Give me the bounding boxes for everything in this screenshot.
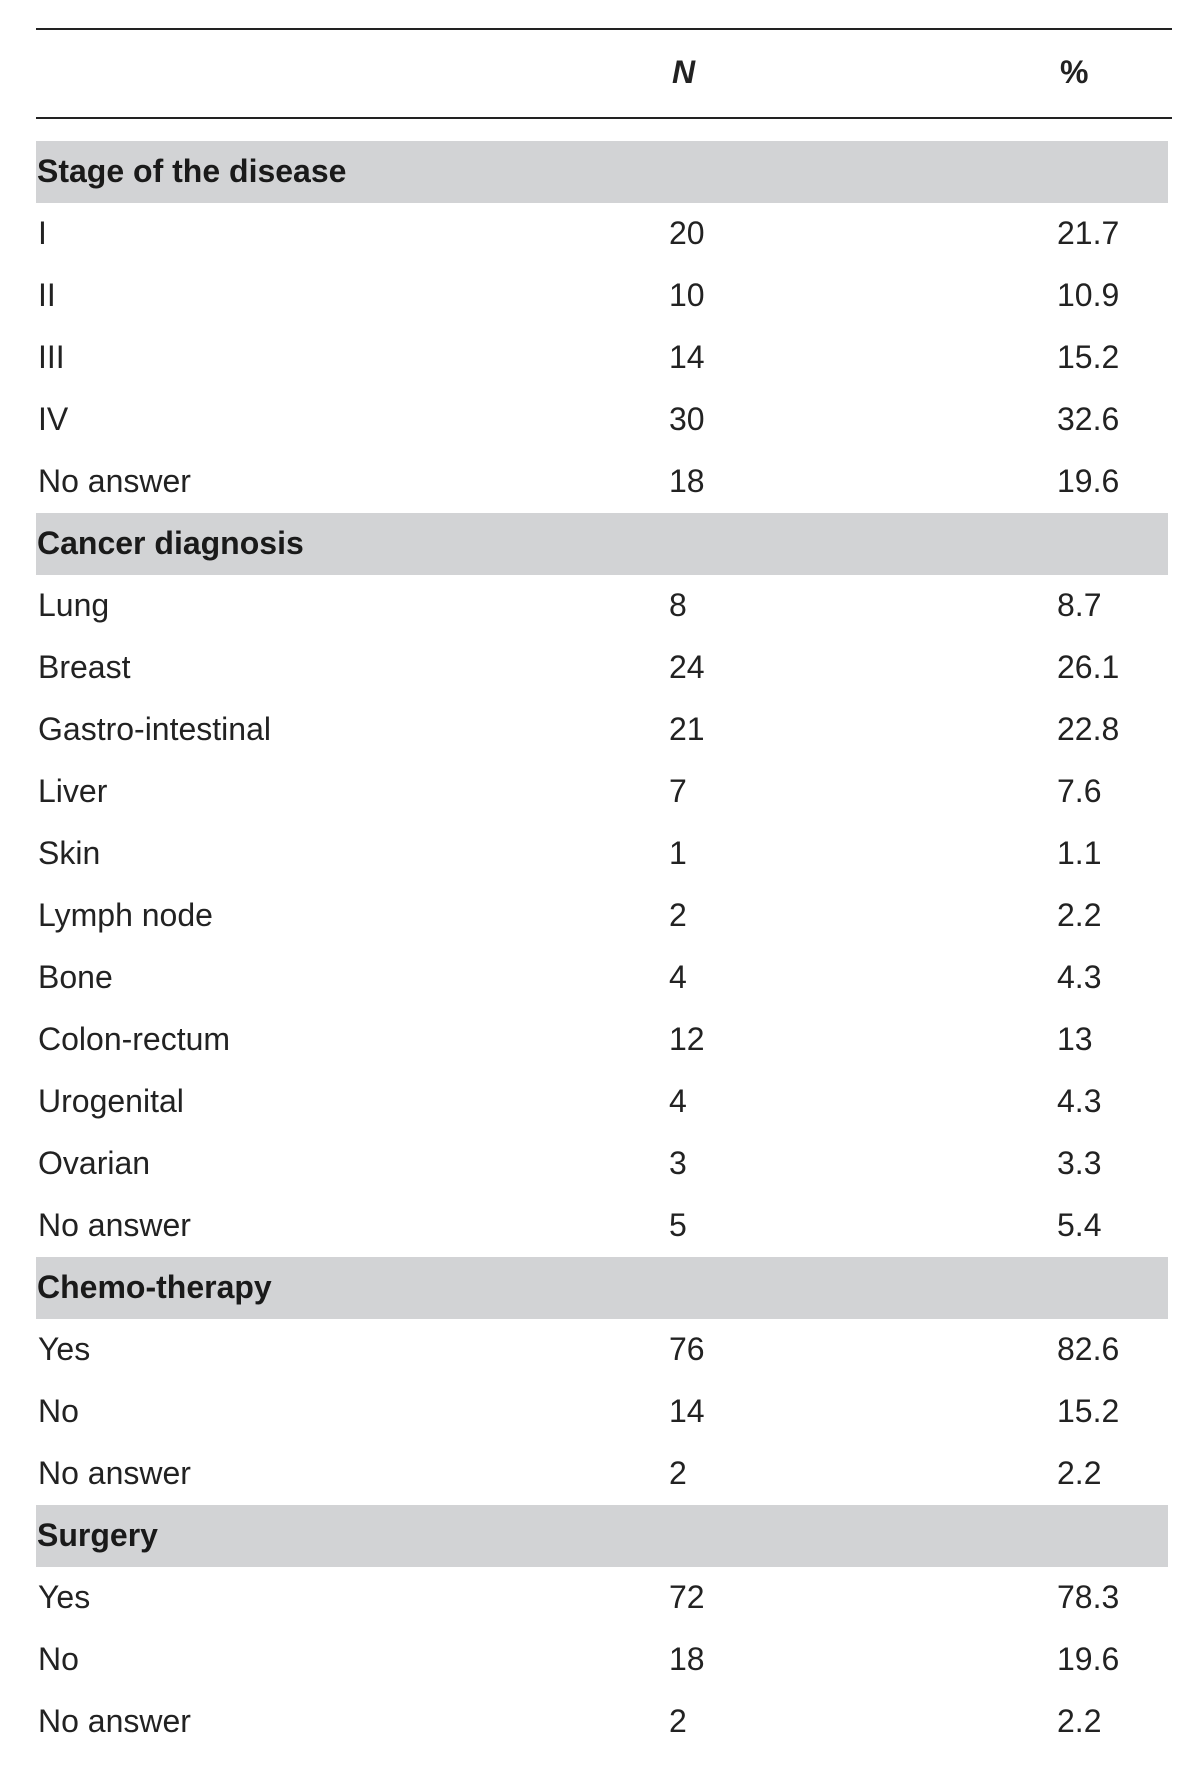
section-title: Chemo-therapy: [37, 1269, 272, 1305]
row-n-value: 14: [669, 339, 705, 375]
row-label: Breast: [38, 649, 131, 685]
row-label: Lung: [38, 587, 110, 623]
row-label: IV: [38, 401, 69, 437]
table-row: [36, 1381, 1172, 1443]
row-label: Skin: [38, 835, 101, 871]
row-label: No: [38, 1641, 79, 1677]
row-percent-value: 2.2: [1057, 1703, 1102, 1739]
row-percent-value: 21.7: [1057, 215, 1120, 251]
row-label: Colon-rectum: [38, 1021, 231, 1057]
row-percent-value: 15.2: [1057, 339, 1120, 375]
table-row: [36, 699, 1172, 761]
row-n-value: 21: [669, 711, 705, 747]
row-label: Liver: [38, 773, 108, 809]
row-percent-value: 4.3: [1057, 1083, 1102, 1119]
table-row: [36, 1319, 1172, 1381]
row-label: Yes: [38, 1579, 91, 1615]
row-label: Yes: [38, 1331, 91, 1367]
table-row: [36, 265, 1172, 327]
row-n-value: 2: [669, 1703, 687, 1739]
row-percent-value: 2.2: [1057, 1455, 1102, 1491]
row-n-value: 12: [669, 1021, 705, 1057]
section-title: Cancer diagnosis: [37, 525, 304, 561]
table-row: [36, 1629, 1172, 1691]
table-row: [36, 761, 1172, 823]
table-header-row: [36, 30, 1172, 117]
row-n-value: 2: [669, 1455, 687, 1491]
row-label: III: [38, 339, 65, 375]
table-row: [36, 1195, 1172, 1257]
row-percent-value: 22.8: [1057, 711, 1120, 747]
section-header-row: [36, 1257, 1168, 1319]
row-percent-value: 10.9: [1057, 277, 1120, 313]
row-n-value: 30: [669, 401, 705, 437]
row-n-value: 18: [669, 1641, 705, 1677]
row-percent-value: 26.1: [1057, 649, 1120, 685]
table-row: [36, 637, 1172, 699]
row-n-value: 4: [669, 959, 687, 995]
row-n-value: 8: [669, 587, 687, 623]
row-label: Gastro-intestinal: [38, 711, 271, 747]
table-row: [36, 885, 1172, 947]
row-label: No: [38, 1393, 79, 1429]
section-header-row: [36, 1505, 1168, 1567]
table-row: [36, 1691, 1172, 1753]
table-row: [36, 1567, 1172, 1629]
section-title: Stage of the disease: [37, 153, 347, 189]
table-row: [36, 451, 1172, 513]
row-n-value: 7: [669, 773, 687, 809]
section-header-row: [36, 513, 1168, 575]
row-percent-value: 32.6: [1057, 401, 1120, 437]
row-percent-value: 78.3: [1057, 1579, 1120, 1615]
table-row: [36, 1009, 1172, 1071]
table-row: [36, 327, 1172, 389]
row-percent-value: 2.2: [1057, 897, 1102, 933]
row-percent-value: 13: [1057, 1021, 1093, 1057]
row-label: Bone: [38, 959, 113, 995]
table-row: [36, 575, 1172, 637]
table-row: [36, 389, 1172, 451]
row-label: No answer: [38, 1455, 191, 1491]
row-n-value: 10: [669, 277, 705, 313]
row-label: Urogenital: [38, 1083, 184, 1119]
row-n-value: 3: [669, 1145, 687, 1181]
row-label: II: [38, 277, 56, 313]
header-percent: %: [1060, 54, 1089, 90]
row-percent-value: 15.2: [1057, 1393, 1120, 1429]
row-label: I: [38, 215, 47, 251]
row-n-value: 76: [669, 1331, 705, 1367]
row-percent-value: 8.7: [1057, 587, 1102, 623]
row-label: No answer: [38, 1207, 191, 1243]
table-row: [36, 947, 1172, 1009]
row-percent-value: 19.6: [1057, 463, 1120, 499]
table-row: [36, 1071, 1172, 1133]
row-label: No answer: [38, 463, 191, 499]
row-percent-value: 82.6: [1057, 1331, 1120, 1367]
section-header-row: [36, 141, 1168, 203]
table-header-spacer: [36, 119, 1172, 141]
row-percent-value: 5.4: [1057, 1207, 1102, 1243]
row-percent-value: 19.6: [1057, 1641, 1120, 1677]
row-n-value: 24: [669, 649, 705, 685]
table-row: [36, 203, 1172, 265]
row-label: Lymph node: [38, 897, 213, 933]
row-percent-value: 7.6: [1057, 773, 1102, 809]
data-table: [36, 28, 1172, 1753]
table-row: [36, 1133, 1172, 1195]
row-percent-value: 4.3: [1057, 959, 1102, 995]
header-n: N: [672, 54, 696, 90]
row-percent-value: 3.3: [1057, 1145, 1102, 1181]
row-n-value: 18: [669, 463, 705, 499]
table-row: [36, 1443, 1172, 1505]
table-body: [36, 141, 1172, 1753]
row-n-value: 4: [669, 1083, 687, 1119]
row-n-value: 2: [669, 897, 687, 933]
row-n-value: 1: [669, 835, 687, 871]
row-n-value: 20: [669, 215, 705, 251]
row-n-value: 5: [669, 1207, 687, 1243]
row-label: Ovarian: [38, 1145, 151, 1181]
row-percent-value: 1.1: [1057, 835, 1102, 871]
row-label: No answer: [38, 1703, 191, 1739]
row-n-value: 72: [669, 1579, 705, 1615]
row-n-value: 14: [669, 1393, 705, 1429]
table-row: [36, 823, 1172, 885]
section-title: Surgery: [37, 1517, 158, 1553]
